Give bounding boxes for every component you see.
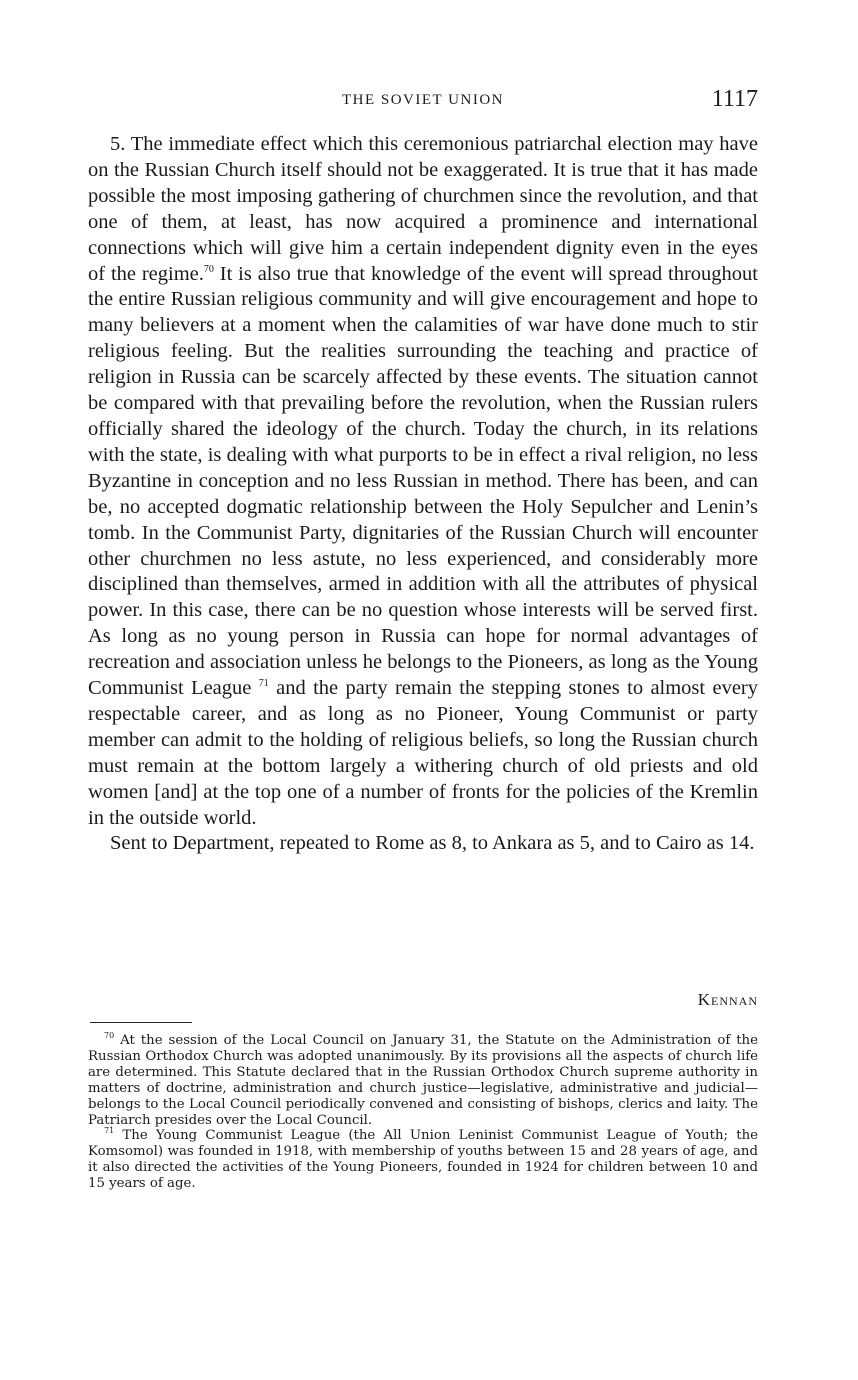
paragraph-5 xyxy=(88,132,758,831)
footnote-divider xyxy=(90,1022,192,1023)
footnote-text: The Young Communist League (the All Union Leninist Communist League of Youth; the Komsomol) was founded in 1918, with membership of youths between 15 and 28 years of age, and it also directed the activities of the Young Pioneers, founded in 1924 for children between 10 and 15 years of age. xyxy=(88,1128,758,1192)
footnotes xyxy=(88,1033,758,1192)
page-number: 1117 xyxy=(711,86,758,112)
footnote-ref-70: 70 xyxy=(203,263,214,275)
paragraph-5-part-2: It is also true that knowledge of the event will spread throughout the entire Russian religious community and will give encouragement and hope to many believers at a moment when the calamities of war have done much to stir religious feeling. But the realities surrounding the teaching and practice of religion in Russia can be scarcely affected by these events. The situation cannot be compared with that prevailing before the revolution, when the Russian rulers officially shared the ideology of the church. Today the church, in its relations with the state, is dealing with what purports to be in effect a rival religion, no less Byzantine in conception and no less Russian in method. There has been, and can be, no accepted dogmatic relationship between the Holy Sepulcher and Lenin’s tomb. In the Communist Party, dignitaries of the Russian Church will encounter other churchmen no less astute, no less experienced, and considerably more disciplined than themselves, armed in addition with all the attributes of physical power. In this case, there can be no question whose interests will be served first. As long as no young person in Russia can hope for normal advantages of recreation and association unless he belongs to the Pioneers, as long as the Young Communist League xyxy=(88,262,758,700)
footnote-number: 70 xyxy=(104,1031,115,1040)
running-head: THE SOVIET UNION xyxy=(341,92,505,108)
footnote-ref-71: 71 xyxy=(258,678,269,690)
transmission-paragraph: Sent to Department, repeated to Rome as 8, to Ankara as 5, and to Cairo as 14. xyxy=(110,832,755,855)
footnote-number: 71 xyxy=(104,1126,115,1136)
paragraph-5-part-3: and the party remain the stepping stones to almost every respectable career, and as long as no Pioneer, Young Communist or party member can admit to the holding of religious beliefs, so long the Russian church must remain at the bottom largely a withering church of old priests and old women [and] at the top one of a number of fronts for the policies of the Kremlin in the outside world. xyxy=(88,677,758,829)
footnote-text: At the session of the Local Council on January 31, the Statute on the Administration of the Russian Orthodox Church was adopted unanimously. By its provisions all the aspects of church life are determined. This Statute declared that in the Russian Orthodox Church supreme authority in matters of doctrine, administration and church justice—legislative, administrative and judicial—belongs to the Local Council periodically convened and consisting of bishops, clerics and laity. The Patriarch presides over the Local Council. xyxy=(88,1033,758,1128)
footnote-70 xyxy=(88,1033,758,1128)
body-text xyxy=(88,132,758,857)
paragraph-5-part-1: 5. The immediate effect which this ceremonious patriarchal election may have on the Russian Church itself should not be exaggerated. It is true that it has made possible the most imposing gathering of churchmen since the revolution, and that one of them, at least, has now acquired a prominence and international connections which will give him a certain independent dignity even in the eyes of the regime. xyxy=(88,133,758,285)
signature: Kennan xyxy=(697,990,758,1009)
page-header xyxy=(88,86,758,116)
footnote-71 xyxy=(88,1128,758,1192)
